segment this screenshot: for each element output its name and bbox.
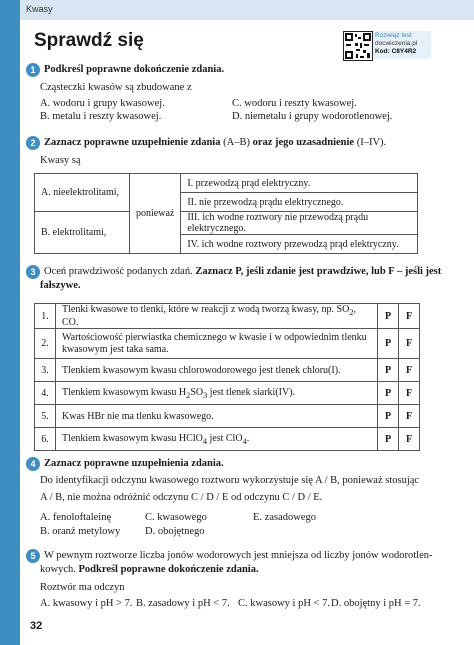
q2-instruction — [44, 137, 386, 148]
q3-statement-text: jest ClO — [207, 432, 243, 444]
table-row — [35, 405, 420, 428]
q3-true-cell[interactable]: P — [378, 405, 399, 428]
question-1-number: 1 — [26, 63, 40, 77]
left-accent-bar — [0, 0, 20, 645]
q3-statement-text: jest tlenek siarki(IV). — [207, 386, 296, 398]
page-title: Sprawdź się — [34, 30, 144, 51]
q1-stem: Cząsteczki kwasów są zbudowane z — [40, 82, 192, 93]
qr-code-icon — [343, 31, 373, 61]
q5-line2 — [40, 564, 259, 575]
q1-option-c[interactable]: C. wodoru i reszty kwasowej. — [232, 98, 357, 109]
question-4-number: 4 — [26, 457, 40, 471]
table-row — [35, 359, 420, 382]
q5-line2-plain: kowych. — [40, 564, 79, 575]
q2-reason-i[interactable]: I. przewodzą prąd elektryczny. — [181, 174, 418, 193]
q5-option-a[interactable]: A. kwasowy i pH > 7. — [40, 598, 133, 609]
q4-option-a[interactable]: A. fenoloftaleinę — [40, 512, 112, 523]
q3-row-number: 4. — [35, 382, 56, 405]
q3-true-cell[interactable]: P — [378, 359, 399, 382]
q2-instruction-part2: (A–B) — [220, 137, 253, 148]
q3-statement: Kwas HBr nie ma tlenku kwasowego. — [56, 405, 378, 428]
q3-true-cell[interactable]: P — [378, 329, 399, 359]
q3-true-cell[interactable]: P — [378, 304, 399, 329]
q3-statement-text: Tlenki kwasowe to tlenki, które w reakcji z wodą tworzą kwasy, np. SO — [62, 304, 350, 315]
q3-false-cell[interactable]: F — [399, 382, 420, 405]
q3-statement-text: SO — [190, 386, 204, 398]
table-row — [35, 382, 420, 405]
q3-true-false-table — [34, 303, 420, 451]
q3-row-number: 1. — [35, 304, 56, 329]
q2-choice-table — [34, 173, 418, 254]
q3-subscript: 4 — [202, 436, 207, 446]
q2-instruction-part3: oraz jego uzasadnienie — [252, 137, 355, 148]
q3-statement — [56, 382, 378, 405]
q3-statement-text: kwasowym jest taka sama. — [62, 343, 169, 355]
q3-statement-text: Tlenkiem kwasowym kwasu HClO — [62, 432, 203, 444]
question-2-number: 2 — [26, 136, 40, 150]
q3-false-cell[interactable]: F — [399, 304, 420, 329]
q5-line1: W pewnym roztworze liczba jonów wodorowych jest mniejsza od liczby jonów wodorotlen- — [44, 550, 433, 561]
table-row — [35, 329, 420, 359]
q3-row-number: 3. — [35, 359, 56, 382]
q3-statement-text: Tlenkiem kwasowym kwasu H — [62, 386, 187, 398]
q3-false-cell[interactable]: F — [399, 359, 420, 382]
q5-option-b[interactable]: B. zasadowy i pH < 7. — [136, 598, 230, 609]
q3-row-number: 2. — [35, 329, 56, 359]
q2-reason-iii[interactable]: III. ich wodne roztwory nie przewodzą prądu elektrycznego. — [181, 212, 418, 235]
q3-subscript: 2 — [186, 390, 191, 400]
q3-true-cell[interactable]: P — [378, 382, 399, 405]
q2-stem: Kwasy są — [40, 155, 81, 166]
code-box-line2: docwiczenia.pl — [375, 40, 418, 47]
q3-statement-text: , CO. — [62, 304, 357, 328]
table-row — [35, 428, 420, 451]
q1-option-b[interactable]: B. metalu i reszty kwasowej. — [40, 111, 162, 122]
q3-false-cell[interactable]: F — [399, 329, 420, 359]
q3-statement — [56, 304, 378, 329]
q4-option-c[interactable]: C. kwasowego — [145, 512, 207, 523]
q2-instruction-part1: Zaznacz poprawne uzupełnienie zdania — [44, 137, 221, 148]
q5-option-c[interactable]: C. kwasowy i pH < 7. — [238, 598, 330, 609]
q2-instruction-part4: (I–IV). — [354, 137, 387, 148]
question-5-number: 5 — [26, 549, 40, 563]
q3-subscript: 4 — [242, 436, 247, 446]
q4-instruction: Zaznacz poprawne uzupełnienia zdania. — [44, 458, 224, 469]
q1-instruction: Podkreśl poprawne dokończenie zdania. — [44, 64, 225, 75]
q3-false-cell[interactable]: F — [399, 428, 420, 451]
q3-subscript: 2 — [349, 308, 354, 317]
q4-option-e[interactable]: E. zasadowego — [253, 512, 316, 523]
q3-statement-text: Wartościowość pierwiastka chemicznego w kwasie i w odpowiednim tlenku — [62, 331, 367, 343]
q3-instruction-bold: Zaznacz P, jeśli zdanie jest prawdziwe, lub F – jeśli jest — [195, 266, 442, 277]
q4-option-b[interactable]: B. oranż metylowy — [40, 526, 121, 537]
code-box-code: Kod: C8Y4R2 — [375, 48, 417, 55]
q5-option-d[interactable]: D. obojętny i pH = 7. — [331, 598, 421, 609]
q2-option-b[interactable]: B. elektrolitami, — [35, 212, 130, 254]
code-box-line1: Rozwiąż test — [375, 32, 412, 39]
q5-stem: Roztwór ma odczyn — [40, 582, 125, 593]
q2-reason-ii[interactable]: II. nie przewodzą prądu elektrycznego. — [181, 193, 418, 212]
q1-option-d[interactable]: D. niemetalu i grupy wodorotlenowej. — [232, 111, 393, 122]
q3-subscript: 3 — [203, 390, 208, 400]
q4-sentence-line2: A / B, nie można odróżnić odczynu C / D / E od odczynu C / D / E. — [40, 492, 323, 503]
q2-option-a[interactable]: A. nieelektrolitami, — [35, 174, 130, 212]
q3-instruction-line1 — [44, 266, 441, 277]
q3-statement-text: . — [246, 432, 250, 444]
q3-statement: Tlenkiem kwasowym kwasu chlorowodorowego jest tlenek chloru(I). — [56, 359, 378, 382]
q3-statement — [56, 428, 378, 451]
q3-row-number: 6. — [35, 428, 56, 451]
q4-sentence-line1: Do identyfikacji odczynu kwasowego roztworu wykorzystuje się A / B, ponieważ stosując — [40, 475, 420, 486]
q2-reason-iv[interactable]: IV. ich wodne roztwory przewodzą prąd elektryczny. — [181, 235, 418, 254]
q3-instruction-plain: Oceń prawdziwość podanych zdań. — [44, 266, 196, 277]
page-number: 32 — [30, 620, 43, 632]
q3-true-cell[interactable]: P — [378, 428, 399, 451]
table-row — [35, 304, 420, 329]
q3-statement — [56, 329, 378, 359]
q3-instruction-line2: fałszywe. — [40, 280, 81, 291]
q3-false-cell[interactable]: F — [399, 405, 420, 428]
section-header — [20, 0, 474, 20]
online-test-code-box — [373, 31, 431, 59]
q1-option-a[interactable]: A. wodoru i grupy kwasowej. — [40, 98, 165, 109]
q2-connector: ponieważ — [130, 174, 181, 254]
question-3-number: 3 — [26, 265, 40, 279]
q3-row-number: 5. — [35, 405, 56, 428]
q5-line2-bold: Podkreśl poprawne dokończenie zdania. — [78, 564, 259, 575]
section-label: Kwasy — [26, 4, 53, 14]
q4-option-d[interactable]: D. obojętnego — [145, 526, 205, 537]
